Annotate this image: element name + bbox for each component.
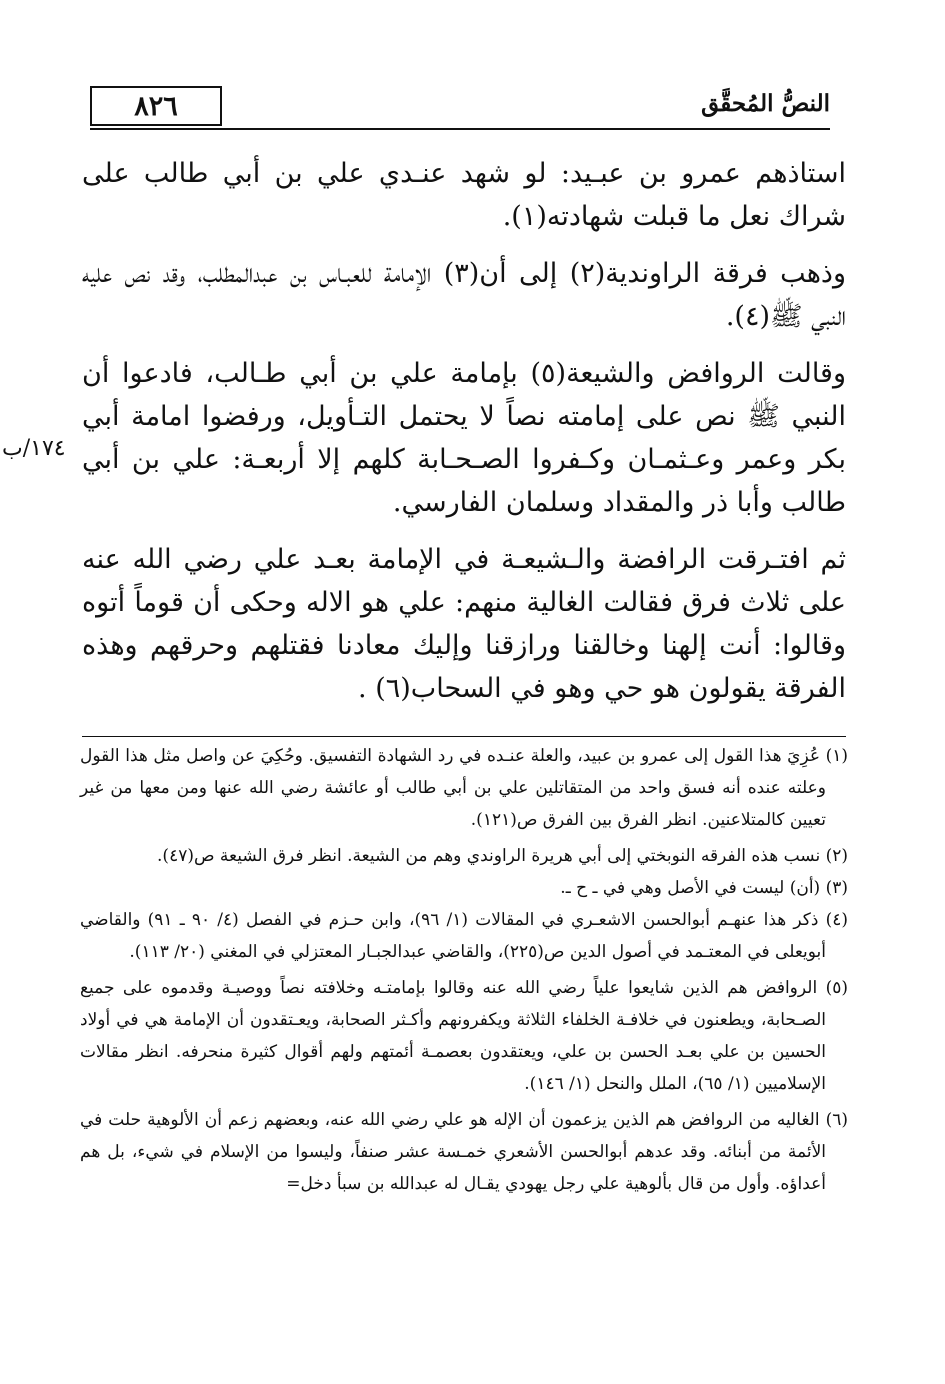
- footnote: (٣) (أن) ليست في الأصل وهي في ـ ح ـ.: [560, 878, 848, 898]
- body-paragraph: ثم افتـرقت الرافضة والـشيعـة في الإمامة بعـد علي رضي الله عنه على ثلاث فرق فقالت الغالية منهم: علي هو الاله وحكى أن قوماً أتوه وقالوا: أنت إلهنا وخالقنا ورازقنا وإليك معادنا فقتلهم وحرقهم وهذه الفرقة يقولون هو حي وهو في السحاب(٦) .: [82, 544, 846, 704]
- footnote-divider: [82, 736, 846, 737]
- footnotes: [80, 740, 848, 1200]
- footnote: (١) عُزِيَ هذا القول إلى عمرو بن عبيد، والعلة عنـده في رد الشهادة التفسيق. وحُكِيَ عن واصل مثل هذا القول وعلته عنده أنه فسق واحد من المتقاتلين علي بن أبي طالب أو عائشة رضي الله عنها ومن معها من غير تعيين كالمتلاعنين. انظر الفرق بين الفرق ص(١٢١).: [80, 746, 848, 830]
- footnote: (٤) ذكر هذا عنهـم أبوالحسن الاشعـري في المقالات (١/ ٩٦)، وابن حـزم في الفصل (٤/ ٩٠ ـ ٩١) والقاضي أبويعلى في المعتـمد في أصول الدين ص(٢٢٥)، والقاضي عبدالجبـار المعتزلي في المغني (٢٠/ ١١٣).: [80, 910, 849, 962]
- footnote: (٥) الروافض هم الذين شايعوا علياً رضي الله عنه وقالوا بإمامتـه وخلافته نصاً ووصيـة وقدموه على جميع الصـحابة، ويطعنون في خلافـة الخلفاء الثلاثة ويكفرونهم وأكـثر الصحابة، ويعـتقدون أن الإمامة هي في أولاد الحسين بن علي بعـد الحسن بن علي، ويعتقدون بعصمـة أئمتهم ولهم أقوال كثيرة منحرفه. انظر مقالات الإسلاميين (١/ ٦٥)، الملل والنحل (١/ ١٤٦).: [80, 978, 848, 1094]
- body-paragraph: وذهب فرقة الراوندية(٢) إلى أن(٣) الإمامة للعبـاس بن عبدالمطلب، وقد نص عليه النبي ﷺ(٤).: [82, 258, 846, 332]
- page-number: ٨٢٦: [90, 86, 222, 126]
- footnote: (٢) نسب هذه الفرقه النوبختي إلى أبي هريرة الراوندي وهم من الشيعة. انظر فرق الشيعة ص(٤٧).: [157, 846, 848, 866]
- body-paragraph: وقالت الروافض والشيعة(٥) بإمامة علي بن أبي طـالب، فادعوا أن النبي ﷺ نص على إمامته نصاً لا يحتمل التـأويل، ورفضوا امامة أبي بكر وعمر وعـثمـان وكـفروا الصـحـابة كلهم إلا أربعـة: علي بن أبي طالب وأبا ذر والمقداد وسلمان الفارسي.: [82, 358, 847, 518]
- main-text: [82, 152, 846, 724]
- header-divider: [90, 128, 830, 130]
- body-paragraph: استاذهم عمرو بن عبـيد: لو شهد عنـدي علي بن أبي طالب على شراك نعل ما قبلت شهادته(١).: [82, 158, 846, 232]
- running-title: النصُّ المُحقَّق: [701, 90, 830, 117]
- footnote: (٦) الغاليه من الروافض هم الذين يزعمون أن الإله هو علي رضي الله عنه، وبعضهم زعم أن الألوهية حلت في الأئمة من أبنائه. وقد عدهم أبوالحسن الأشعري خمـسة عشر صنفاً، وليسوا من الإسلام في شيء، بل هم أعداؤه. وأول من قال بألوهية علي رجل يهودي يقـال له عبدالله بن سبأ دخل=: [80, 1110, 848, 1194]
- page-header: [90, 86, 830, 134]
- margin-folio-note: ١٧٤/ب: [2, 436, 66, 461]
